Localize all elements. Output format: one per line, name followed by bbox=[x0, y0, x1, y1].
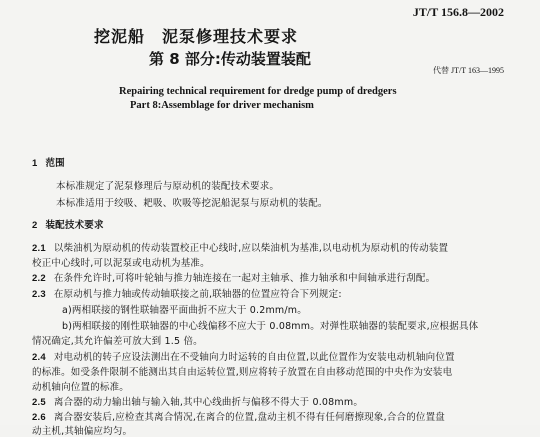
clause-2-5-text1: 离合器的动力输出轴与输入轴,其中心线曲折与偏移不得大于 0.08mm。 bbox=[53, 397, 364, 408]
clause-2-1-number: 2.1 bbox=[32, 243, 46, 254]
section-1-title: 范围 bbox=[45, 158, 65, 169]
clause-2-4-line1 bbox=[32, 349, 455, 363]
clause-2-2-number: 2.2 bbox=[32, 273, 46, 284]
clause-2-1-text1: 以柴油机为原动机的传动装置校正中心线时,应以柴油机为基准,以电动机为原动机的传动装置 bbox=[53, 243, 449, 254]
clause-2-2-line1 bbox=[32, 270, 435, 284]
section-1-para1: 本标准规定了泥泵修理后与原动机的装配技术要求。 bbox=[56, 181, 280, 192]
section-1-number: 1 bbox=[32, 158, 38, 169]
clause-2-3-text1: 在原动机与推力轴或传动轴联接之前,联轴器的位置应符合下列规定: bbox=[53, 289, 342, 300]
clause-2-1-line1 bbox=[32, 240, 448, 254]
section-1-para2: 本标准适用于绞吸、耙吸、吹吸等挖泥船泥泵与原动机的装配。 bbox=[56, 198, 328, 209]
clause-2-4-number: 2.4 bbox=[32, 352, 46, 363]
standard-number: JT/T 156.8—2002 bbox=[412, 5, 504, 19]
clause-2-5-line1 bbox=[32, 394, 363, 408]
clause-2-3-item-b-line2: 情况确定,其允许偏差可放大到 1.5 倍。 bbox=[32, 336, 203, 347]
clause-2-6-number: 2.6 bbox=[32, 412, 46, 423]
section-2-heading bbox=[32, 217, 104, 231]
title-cn-line1: 挖泥船 泥泵修理技术要求 bbox=[94, 27, 299, 46]
section-1-heading bbox=[32, 155, 65, 169]
title-en-line2: Part 8:Assemblage for driver mechanism bbox=[130, 100, 314, 111]
clause-2-2-text1: 在条件允许时,可将叶轮轴与推力轴连接在一起对主轴承、推力轴承和中间轴承进行刮配。 bbox=[53, 273, 436, 284]
replaces-note: 代替 JT/T 163—1995 bbox=[433, 66, 504, 75]
section-2-number: 2 bbox=[32, 220, 38, 231]
section-2-title: 装配技术要求 bbox=[45, 220, 104, 231]
clause-2-4-line2: 的标准。如受条件限制不能测出其自由运转位置,则应将转子放置在自由移动范围的中央作为安装电 bbox=[32, 367, 453, 378]
clause-2-3-item-a: a)两相联接的钢性联轴器平面曲折不应大于 0.2mm/m。 bbox=[62, 305, 307, 316]
clause-2-6-line2: 动主机,其轴偏应均匀。 bbox=[32, 426, 133, 437]
clause-2-3-number: 2.3 bbox=[32, 289, 46, 300]
title-en-line1: Repairing technical requirement for dredge pump of dredgers bbox=[119, 86, 397, 97]
clause-2-5-number: 2.5 bbox=[32, 397, 46, 408]
clause-2-4-text1: 对电动机的转子应设法测出在不受轴向力时运转的自由位置,以此位置作为安装电动机轴向位置 bbox=[53, 352, 455, 363]
clause-2-6-line1 bbox=[32, 409, 445, 423]
clause-2-1-line2: 校正中心线时,可以泥泵或电动机为基准。 bbox=[32, 258, 210, 269]
clause-2-6-text1: 离合器安装后,应检查其离合情况,在离合的位置,盘动主机不得有任何磨擦现象,合合的位置盘 bbox=[53, 412, 445, 423]
clause-2-3-item-b-line1: b)两相联接的刚性联轴器的中心线偏移不应大于 0.08mm。对弹性联轴器的装配要求,应根据具体 bbox=[62, 321, 479, 332]
title-cn-line2: 第 8 部分:传动装置装配 bbox=[149, 50, 311, 68]
clause-2-4-line3: 动机轴向位置的标准。 bbox=[32, 382, 130, 393]
clause-2-3-line1 bbox=[32, 286, 342, 300]
